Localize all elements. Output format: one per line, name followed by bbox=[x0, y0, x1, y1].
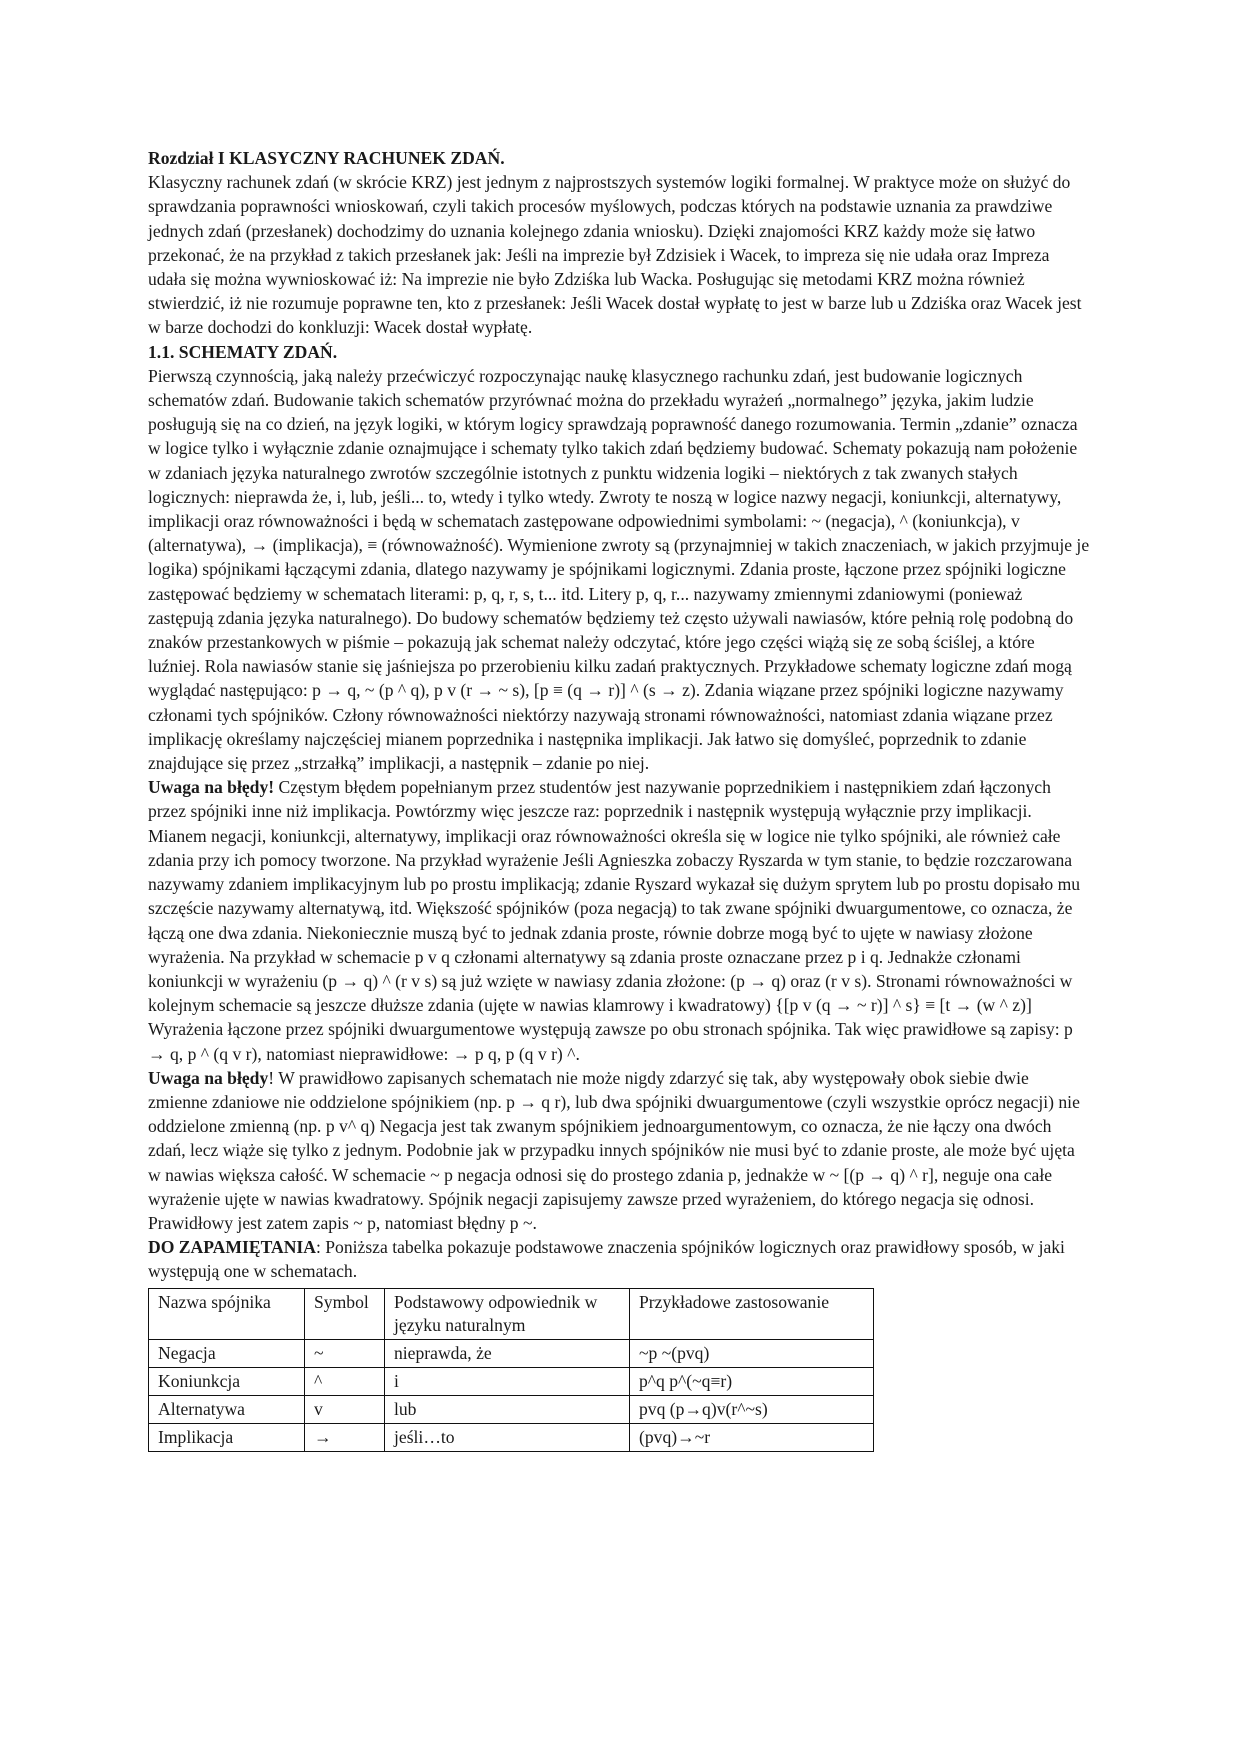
table-header-row bbox=[149, 1288, 874, 1339]
remember-label: DO ZAPAMIĘTANIA bbox=[148, 1237, 316, 1258]
table-cell: lub bbox=[385, 1395, 630, 1423]
table-cell: v bbox=[305, 1395, 385, 1423]
connectives-table bbox=[148, 1288, 874, 1452]
table-row bbox=[149, 1367, 874, 1395]
table-cell: ~p ~(pvq) bbox=[630, 1339, 874, 1367]
table-cell: nieprawda, że bbox=[385, 1339, 630, 1367]
table-cell: p^q p^(~q≡r) bbox=[630, 1367, 874, 1395]
document-body bbox=[148, 146, 1090, 1284]
table-cell: → bbox=[305, 1423, 385, 1451]
warning-text-1: Częstym błędem popełnianym przez studentów jest nazywanie poprzednikiem i następnikiem zdań łączonych przez spójniki inne niż implikacja. Powtórzmy więc jeszcze raz: poprzednik i następnik występują wyłącznie przy implikacji. Mianem negacji, koniunkcji, alternatywy, implikacji oraz równoważności określa się w logice nie tylko spójniki, ale również całe zdania przy ich pomocy tworzone. Na przykład wyrażenie Jeśli Agnieszka zobaczy Ryszarda w tym stanie, to będzie rozczarowana nazywamy zdaniem implikacyjnym lub po prostu implikacją; zdanie Ryszard wykazał się dużym sprytem lub po prostu dopisało mu szczęście nazywamy alternatywą, itd. Większość spójników (poza negacją) to tak zwane spójniki dwuargumentowe, co oznacza, że łączą one dwa zdania. Niekoniecznie muszą być to jednak zdania proste, równie dobrze mogą być to ujęte w nawiasy złożone wyrażenia. Na przykład w schemacie p v q członami alternatywy są zdania proste oznaczane przez p i q. Jednakże członami koniunkcji w wyrażeniu (p → q) ^ (r v s) są już wzięte w nawiasy zdania złożone: (p → q) oraz (r v s). Stronami równoważności w kolejnym schemacie są jeszcze dłuższe zdania (ujęte w nawias klamrowy i kwadratowy) {[p v (q → ~ r)] ^ s} ≡ [t → (w ^ z)] Wyrażenia łączone przez spójniki dwuargumentowe występują zawsze po obu stronach spójnika. Tak więc prawidłowe są zapisy: p → q, p ^ (q v r), natomiast nieprawidłowe: → p q, p (q v r) ^. bbox=[148, 777, 1081, 1064]
table-cell: pvq (p→q)v(r^~s) bbox=[630, 1395, 874, 1423]
table-cell: i bbox=[385, 1367, 630, 1395]
intro-paragraph: Klasyczny rachunek zdań (w skrócie KRZ) jest jednym z najprostszych systemów logiki formalnej. W praktyce może on służyć do sprawdzania poprawności wnioskowań, czyli takich procesów myślowych, podczas których na podstawie uznania za prawdziwe jednych zdań (przesłanek) dochodzimy do uznania kolejnego zdania wniosku). Dzięki znajomości KRZ każdy może się łatwo przekonać, że na przykład z takich przesłanek jak: Jeśli na imprezie był Zdzisiek i Wacek, to impreza się nie udała oraz Impreza udała się można wywnioskować iż: Na imprezie nie było Zdziśka lub Wacka. Posługując się metodami KRZ można również stwierdzić, iż nie rozumuje poprawne ten, kto z przesłanek: Jeśli Wacek dostał wypłatę to jest w barze lub u Zdziśka oraz Wacek jest w barze dochodzi do konkluzji: Wacek dostał wypłatę. bbox=[148, 172, 1082, 338]
section-title: 1.1. SCHEMATY ZDAŃ. bbox=[148, 341, 338, 362]
table-cell: Negacja bbox=[149, 1339, 305, 1367]
remember-text: : Poniższa tabelka pokazuje podstawowe znaczenia spójników logicznych oraz prawidłowy sposób, w jaki występują one w schematach. bbox=[148, 1237, 1065, 1282]
table-header-cell: Przykładowe zastosowanie bbox=[630, 1288, 874, 1339]
table-cell: Alternatywa bbox=[149, 1395, 305, 1423]
table-cell: Koniunkcja bbox=[149, 1367, 305, 1395]
warning-label-2: Uwaga na błędy bbox=[148, 1067, 269, 1088]
warning-paragraph-1 bbox=[148, 775, 1090, 1065]
table-row bbox=[149, 1339, 874, 1367]
table-cell: (pvq)→~r bbox=[630, 1423, 874, 1451]
table-cell: jeśli…to bbox=[385, 1423, 630, 1451]
table-header-cell: Symbol bbox=[305, 1288, 385, 1339]
section-paragraph: Pierwszą czynnością, jaką należy przećwiczyć rozpoczynając naukę klasycznego rachunku zdań, jest budowanie logicznych schematów zdań. Budowanie takich schematów przyrównać można do przekładu wyrażeń „normalnego” języka, jakim ludzie posługują się na co dzień, na język logiki, w którym logicy sprawdzają poprawność danego rozumowania. Termin „zdanie” oznacza w logice tylko i wyłącznie zdanie oznajmujące i schematy tylko takich zdań będziemy budować. Schematy pokazują nam położenie w zdaniach języka naturalnego zwrotów szczególnie istotnych z punktu widzenia logiki – niektórych z tak zwanych stałych logicznych: nieprawda że, i, lub, jeśli... to, wtedy i tylko wtedy. Zwroty te noszą w logice nazwy negacji, koniunkcji, alternatywy, implikacji oraz równoważności i będą w schematach zastępowane odpowiednimi symbolami: ~ (negacja), ^ (koniunkcja), v (alternatywa), → (implikacja), ≡ (równoważność). Wymienione zwroty są (przynajmniej w takich znaczeniach, w jakich przyjmuje je logika) spójnikami łączącymi zdania, dlatego nazywamy je spójnikami logicznymi. Zdania proste, łączone przez spójniki logiczne zastępować będziemy w schematach literami: p, q, r, s, t... itd. Litery p, q, r... nazywamy zmiennymi zdaniowymi (ponieważ zastępują zdania języka naturalnego). Do budowy schematów będziemy też często używali nawiasów, które pełnią rolę podobną do znaków przestankowych w piśmie – pokazują jak schemat należy odczytać, które jego części wiążą się ze sobą ściślej, a które luźniej. Rola nawiasów stanie się jaśniejsza po przerobieniu kilku zadań praktycznych. Przykładowe schematy logiczne zdań mogą wyglądać następująco: p → q, ~ (p ^ q), p v (r → ~ s), [p ≡ (q → r)] ^ (s → z). Zdania wiązane przez spójniki logiczne nazywamy członami tych spójników. Człony równoważności niektórzy nazywają stronami równoważności, natomiast zdania wiązane przez implikację określamy najczęściej mianem poprzednika i następnika implikacji. Jak łatwo się domyśleć, poprzednik to zdanie znajdujące się przez „strzałką” implikacji, a następnik – zdanie po niej. bbox=[148, 365, 1090, 774]
table-header-cell: Nazwa spójnika bbox=[149, 1288, 305, 1339]
remember-paragraph bbox=[148, 1235, 1090, 1283]
table-row bbox=[149, 1395, 874, 1423]
table-cell: Implikacja bbox=[149, 1423, 305, 1451]
table-cell: ~ bbox=[305, 1339, 385, 1367]
warning-paragraph-2 bbox=[148, 1066, 1090, 1235]
table-header-cell: Podstawowy odpowiednik w języku naturalnym bbox=[385, 1288, 630, 1339]
chapter-title: Rozdział I KLASYCZNY RACHUNEK ZDAŃ. bbox=[148, 148, 505, 168]
table-row bbox=[149, 1423, 874, 1451]
table-cell: ^ bbox=[305, 1367, 385, 1395]
warning-label-1: Uwaga na błędy! bbox=[148, 777, 275, 798]
warning-text-2: ! W prawidłowo zapisanych schematach nie może nigdy zdarzyć się tak, aby występowały obok siebie dwie zmienne zdaniowe nie oddzielone spójnikiem (np. p → q r), lub dwa spójniki dwuargumentowe (czyli wszystkie oprócz negacji) nie oddzielone zmienną (np. p v^ q) Negacja jest tak zwanym spójnikiem jednoargumentowym, co oznacza, że nie łączy ona dwóch zdań, lecz wiąże się tylko z jednym. Podobnie jak w przypadku innych spójników nie musi być to zdanie proste, ale może być ujęta w nawias większa całość. W schemacie ~ p negacja odnosi się do prostego zdania p, jednakże w ~ [(p → q) ^ r], neguje ona całe wyrażenie ujęte w nawias kwadratowy. Spójnik negacji zapisujemy zawsze przed wyrażeniem, do którego negacja się odnosi. Prawidłowy jest zatem zapis ~ p, natomiast błędny p ~. bbox=[148, 1067, 1080, 1233]
